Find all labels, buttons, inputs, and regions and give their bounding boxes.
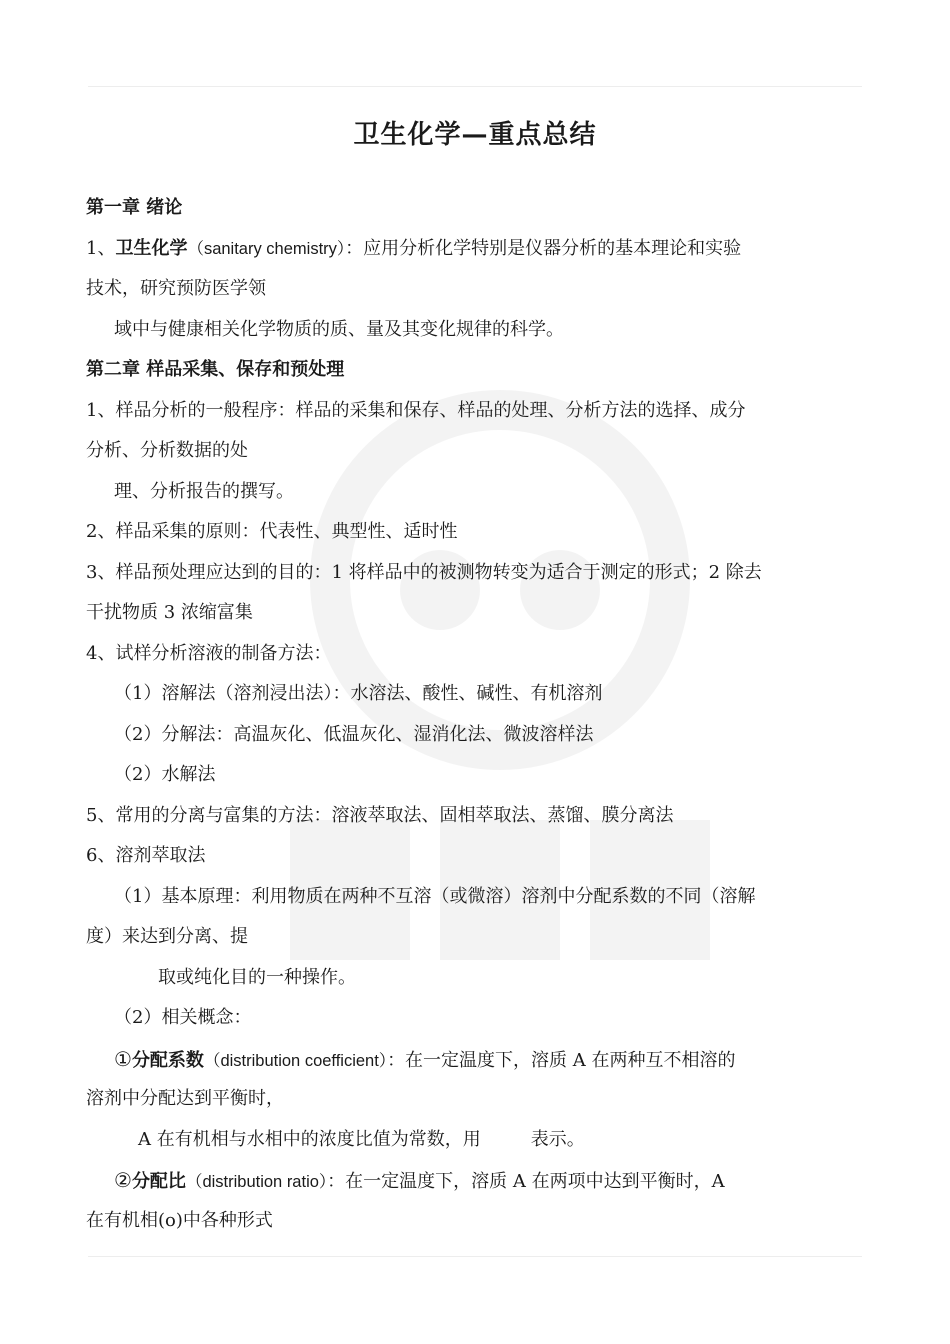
chapter-1-heading: 第一章 绪论 — [86, 197, 183, 218]
paragraph-line: 4、试样分析溶液的制备方法： — [86, 642, 332, 664]
list-item: （2）分解法：高温灰化、低温灰化、湿消化法、微波溶样法 — [114, 723, 594, 745]
paragraph-line: 取或纯化目的一种操作。 — [158, 966, 356, 988]
paragraph-line: 分析、分析数据的处 — [86, 440, 248, 461]
paragraph: 1、卫生化学（sanitary chemistry）：应用分析化学特别是仪器分析的基本理论和实验 — [86, 237, 742, 259]
list-item: （2）水解法 — [114, 764, 216, 785]
paragraph-line: 技术，研究预防医学领 — [86, 278, 266, 299]
list-item: （2）相关概念： — [114, 1007, 252, 1028]
header-rule — [88, 86, 862, 87]
paragraph-line: 5、常用的分离与富集的方法：溶液萃取法、固相萃取法、蒸馏、膜分离法 — [86, 804, 674, 826]
paragraph-line: 度）来达到分离、提 — [86, 926, 248, 947]
concept-distribution-coefficient: ①分配系数（distribution coefficient）：在一定温度下，溶质 A 在两种互不相溶的 — [114, 1046, 736, 1071]
chapter-2-heading: 第二章 样品采集、保存和预处理 — [86, 359, 345, 380]
paragraph-line: 域中与健康相关化学物质的质、量及其变化规律的科学。 — [114, 318, 564, 340]
paragraph-line: 6、溶剂萃取法 — [86, 845, 206, 866]
paragraph-line: 溶剂中分配达到平衡时， — [86, 1088, 284, 1109]
paragraph-line: A 在有机相与水相中的浓度比值为常数，用 表示。 — [138, 1128, 585, 1150]
paragraph-line: 2、样品采集的原则：代表性、典型性、适时性 — [86, 521, 458, 542]
paragraph-line: 理、分析报告的撰写。 — [114, 480, 294, 502]
concept-distribution-ratio: ②分配比（distribution ratio）：在一定温度下，溶质 A 在两项中达到平衡时，A — [114, 1168, 725, 1192]
paragraph-line: 1、样品分析的一般程序：样品的采集和保存、样品的处理、分析方法的选择、成分 — [86, 399, 746, 421]
list-item: （1）基本原理：利用物质在两种不互溶（或微溶）溶剂中分配系数的不同（溶解 — [114, 885, 756, 907]
page-title: 卫生化学—重点总结 — [353, 120, 597, 150]
paragraph-line: 干扰物质 3 浓缩富集 — [86, 602, 253, 623]
footer-rule — [88, 1256, 862, 1257]
document-body — [86, 188, 866, 1241]
term-sanitary-chemistry: 卫生化学 — [115, 237, 188, 259]
paragraph-line: 在有机相(o)中各种形式 — [86, 1209, 273, 1231]
paragraph-line: 3、样品预处理应达到的目的：1 将样品中的被测物转变为适合于测定的形式；2 除去 — [86, 561, 762, 583]
list-item: （1）溶解法（溶剂浸出法）：水溶法、酸性、碱性、有机溶剂 — [114, 683, 603, 704]
